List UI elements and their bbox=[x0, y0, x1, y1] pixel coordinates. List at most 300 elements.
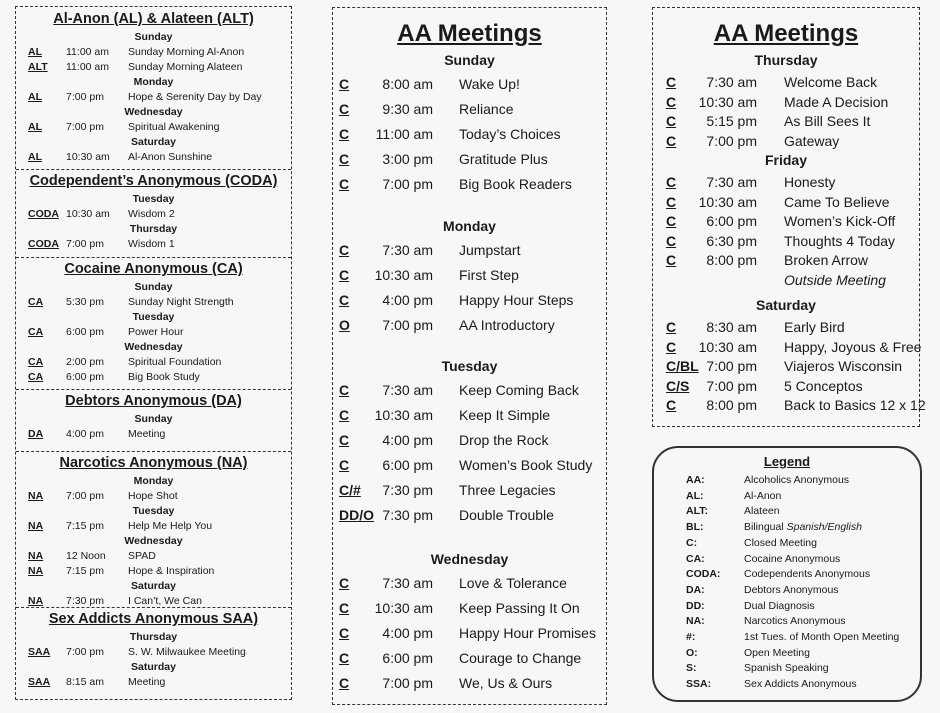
legend-description-text: Dual Diagnosis bbox=[744, 599, 815, 612]
meeting-row bbox=[333, 382, 606, 400]
day-heading: Thursday bbox=[129, 631, 178, 643]
section-title: Debtors Anonymous (DA) bbox=[65, 393, 242, 409]
meeting-name: Honesty bbox=[784, 174, 836, 190]
legend-description-text: Alateen bbox=[744, 505, 780, 518]
legend-description bbox=[744, 521, 862, 533]
meeting-row bbox=[16, 238, 291, 252]
meeting-row bbox=[16, 296, 291, 310]
legend-description-text: Narcotics Anonymous bbox=[744, 615, 846, 628]
day-heading: Tuesday bbox=[132, 311, 175, 323]
legend-abbreviation: #: bbox=[686, 631, 696, 643]
meeting-name: Wake Up! bbox=[459, 76, 520, 92]
day-heading: Thursday bbox=[754, 52, 818, 68]
meeting-name: I Can’t, We Can bbox=[128, 595, 202, 607]
meeting-name: Jumpstart bbox=[459, 242, 521, 258]
meeting-name: Sunday Morning Alateen bbox=[128, 61, 243, 73]
legend-description-text: Bilingual bbox=[744, 521, 787, 534]
meeting-time: 6:00 pm bbox=[382, 650, 433, 666]
meeting-name: Meeting bbox=[128, 676, 166, 688]
meeting-row bbox=[16, 371, 291, 385]
legend-entry bbox=[654, 662, 920, 676]
meeting-type-code: C bbox=[666, 93, 677, 110]
day-heading: Wednesday bbox=[124, 535, 183, 547]
meeting-name: Sunday Night Strength bbox=[128, 296, 234, 308]
meeting-row bbox=[653, 194, 919, 212]
day-heading: Friday bbox=[764, 152, 807, 168]
legend-abbreviation: C: bbox=[686, 536, 698, 549]
meeting-type-code: NA bbox=[28, 595, 44, 607]
meeting-type-code: NA bbox=[28, 490, 44, 502]
meeting-time: 10:30 am bbox=[374, 407, 433, 423]
meeting-name: AA Introductory bbox=[459, 317, 555, 333]
meeting-name: Viajeros Wisconsin bbox=[784, 358, 903, 374]
meeting-name: Gateway bbox=[784, 132, 840, 149]
legend-abbreviation: DA: bbox=[686, 583, 705, 596]
meeting-name: Meeting bbox=[128, 428, 166, 440]
meeting-time: 10:30 am bbox=[698, 193, 757, 210]
meeting-row bbox=[16, 550, 291, 564]
section-title: Narcotics Anonymous (NA) bbox=[59, 455, 248, 471]
meeting-type-code: C/# bbox=[339, 482, 361, 498]
legend-description bbox=[744, 600, 815, 612]
meeting-type-code: SAA bbox=[28, 646, 51, 658]
meeting-time: 7:30 am bbox=[706, 174, 757, 190]
legend-abbreviation: NA: bbox=[686, 615, 705, 628]
fellowship-section bbox=[16, 169, 291, 258]
legend-entry bbox=[654, 537, 920, 551]
meeting-name: Three Legacies bbox=[459, 482, 556, 498]
meeting-time: 7:30 am bbox=[382, 382, 433, 398]
meeting-name: Women’s Book Study bbox=[459, 457, 593, 473]
meeting-type-code: C bbox=[666, 252, 677, 268]
legend-description-text: Codependents Anonymous bbox=[744, 568, 871, 581]
day-heading: Thursday bbox=[129, 223, 178, 235]
day-heading: Saturday bbox=[131, 661, 176, 673]
meeting-row bbox=[653, 252, 919, 270]
meeting-type-code: NA bbox=[28, 550, 44, 562]
meeting-time: 4:00 pm bbox=[382, 432, 433, 448]
meeting-row bbox=[653, 174, 919, 192]
meeting-type-code: CODA bbox=[28, 208, 59, 220]
meeting-name: Hope & Inspiration bbox=[128, 565, 215, 577]
day-heading: Monday bbox=[133, 475, 174, 487]
legend-entry bbox=[654, 568, 920, 582]
meeting-row bbox=[333, 650, 606, 668]
meeting-row bbox=[333, 407, 606, 425]
section-title: Cocaine Anonymous (CA) bbox=[64, 261, 243, 277]
meeting-time: 8:00 am bbox=[382, 76, 433, 92]
day-heading: Tuesday bbox=[441, 358, 498, 374]
meeting-type-code: SAA bbox=[28, 676, 51, 688]
meeting-row bbox=[16, 208, 291, 222]
meeting-row bbox=[16, 61, 291, 75]
meeting-type-code: C bbox=[666, 113, 677, 129]
legend-description bbox=[744, 662, 829, 674]
legend-entry bbox=[654, 474, 920, 488]
meeting-time: 7:00 pm bbox=[66, 121, 104, 133]
meeting-time: 7:00 pm bbox=[66, 91, 104, 103]
meeting-row bbox=[16, 121, 291, 135]
legend-description-text: Spanish Speaking bbox=[744, 662, 829, 675]
meeting-row bbox=[333, 292, 606, 310]
legend-abbreviation: AA: bbox=[686, 474, 705, 486]
legend-description bbox=[744, 615, 846, 627]
legend-abbreviation: ALT: bbox=[686, 505, 708, 518]
meeting-type-code: AL bbox=[28, 91, 42, 103]
legend-description bbox=[744, 678, 857, 690]
meeting-name: Courage to Change bbox=[459, 650, 582, 666]
legend-description bbox=[744, 474, 849, 486]
meeting-type-code: AL bbox=[28, 121, 42, 133]
meeting-type-code: C bbox=[339, 575, 350, 591]
meeting-type-code: CA bbox=[28, 296, 44, 308]
meeting-row bbox=[653, 358, 919, 376]
meeting-row bbox=[653, 213, 919, 231]
meeting-type-code: C bbox=[666, 174, 677, 190]
day-heading: Sunday bbox=[444, 52, 495, 68]
meeting-time: 10:30 am bbox=[374, 267, 433, 283]
meeting-type-code: C bbox=[339, 151, 350, 167]
meeting-row bbox=[333, 575, 606, 593]
day-heading: Tuesday bbox=[132, 193, 175, 205]
meeting-name: Broken Arrow bbox=[784, 252, 869, 268]
meeting-time: 7:30 pm bbox=[382, 507, 433, 523]
meeting-time: 2:00 pm bbox=[66, 356, 104, 368]
meeting-name: Reliance bbox=[459, 101, 514, 117]
meeting-time: 10:30 am bbox=[374, 600, 433, 616]
meeting-type-code: C bbox=[666, 74, 677, 90]
meeting-row bbox=[16, 676, 291, 690]
meeting-type-code: C bbox=[666, 232, 677, 249]
legend-description bbox=[744, 568, 870, 580]
fellowship-section bbox=[16, 607, 291, 701]
meeting-time: 9:30 am bbox=[382, 101, 433, 117]
legend-description bbox=[744, 631, 899, 643]
meeting-type-code: C bbox=[339, 600, 350, 616]
meeting-name: Double Trouble bbox=[459, 507, 554, 523]
meeting-type-code: NA bbox=[28, 565, 44, 577]
section-title: Sex Addicts Anonymous SAA) bbox=[48, 611, 259, 627]
day-heading: Saturday bbox=[131, 136, 176, 148]
meeting-type-code: C bbox=[339, 650, 350, 666]
legend-description-italic: Spanish/English bbox=[786, 521, 862, 534]
meeting-time: 4:00 pm bbox=[66, 428, 104, 440]
meeting-row bbox=[16, 565, 291, 579]
meeting-type-code: CA bbox=[28, 371, 44, 383]
meeting-time: 7:00 pm bbox=[706, 132, 757, 149]
legend-entry bbox=[654, 521, 920, 535]
meeting-time: 10:30 am bbox=[66, 151, 110, 163]
meeting-row bbox=[653, 319, 919, 337]
meeting-type-code: ALT bbox=[28, 61, 48, 73]
meeting-row bbox=[333, 242, 606, 260]
meeting-type-code: AL bbox=[28, 46, 42, 58]
meeting-type-code: C bbox=[339, 625, 350, 641]
day-heading: Sunday bbox=[134, 281, 173, 293]
meeting-type-code: C/S bbox=[666, 377, 690, 394]
meeting-type-code: O bbox=[339, 317, 350, 333]
meeting-time: 4:00 pm bbox=[382, 625, 433, 641]
meeting-type-code: C bbox=[666, 193, 677, 210]
meeting-type-code: DD/O bbox=[339, 507, 374, 523]
meeting-row bbox=[653, 113, 919, 131]
meeting-name: Back to Basics 12 x 12 bbox=[784, 397, 926, 413]
meeting-row bbox=[653, 233, 919, 251]
meeting-time: 8:00 pm bbox=[706, 397, 757, 413]
meeting-time: 7:00 pm bbox=[382, 675, 433, 691]
meeting-time: 7:00 pm bbox=[382, 176, 433, 192]
meeting-time: 3:00 pm bbox=[382, 151, 433, 167]
legend-entry bbox=[654, 553, 920, 567]
meeting-row bbox=[333, 317, 606, 335]
section-title: Codependent’s Anonymous (CODA) bbox=[29, 173, 278, 189]
meeting-row bbox=[16, 520, 291, 534]
legend-description-text: Cocaine Anonymous bbox=[744, 552, 841, 565]
meeting-type-code: C bbox=[339, 76, 350, 92]
meeting-type-code: C bbox=[339, 267, 350, 283]
legend-description-text: Open Meeting bbox=[744, 646, 810, 659]
legend-title: Legend bbox=[763, 454, 811, 469]
meeting-row bbox=[333, 457, 606, 475]
legend-description-text: Sex Addicts Anonymous bbox=[744, 678, 857, 691]
meeting-row bbox=[16, 428, 291, 442]
meeting-name: Early Bird bbox=[784, 319, 845, 335]
legend-abbreviation: AL: bbox=[686, 489, 704, 502]
legend-entry bbox=[654, 584, 920, 598]
legend-description bbox=[744, 647, 810, 659]
fellowship-section bbox=[16, 389, 291, 452]
day-heading: Sunday bbox=[134, 31, 173, 43]
meeting-name: Love & Tolerance bbox=[459, 575, 567, 591]
meeting-name: Hope & Serenity Day by Day bbox=[128, 91, 262, 103]
meeting-type-code: C bbox=[339, 292, 350, 308]
meeting-time: 7:00 pm bbox=[382, 317, 433, 333]
meeting-row bbox=[16, 356, 291, 370]
legend-entry bbox=[654, 505, 920, 519]
meeting-name: Happy Hour Steps bbox=[459, 292, 574, 308]
meeting-time: 4:00 pm bbox=[382, 292, 433, 308]
meeting-name: Keep Passing It On bbox=[459, 600, 580, 616]
meeting-time: 8:15 am bbox=[66, 676, 104, 688]
meeting-name: Women’s Kick-Off bbox=[784, 213, 896, 229]
meeting-row bbox=[653, 338, 922, 357]
meeting-name: Keep Coming Back bbox=[459, 382, 579, 398]
meeting-type-code: CA bbox=[28, 326, 44, 338]
meeting-type-code: C bbox=[339, 432, 350, 448]
legend-abbreviation: DD: bbox=[686, 599, 705, 612]
meeting-time: 7:00 pm bbox=[706, 358, 757, 374]
legend-description bbox=[744, 537, 817, 549]
meeting-row bbox=[16, 151, 291, 165]
meeting-name: Today’s Choices bbox=[459, 126, 561, 142]
legend-box bbox=[652, 446, 922, 702]
meeting-time: 11:00 am bbox=[375, 126, 433, 142]
meeting-note: Outside Meeting bbox=[784, 271, 886, 288]
day-heading: Monday bbox=[133, 76, 174, 88]
meeting-name: Gratitude Plus bbox=[459, 151, 548, 167]
day-heading: Wednesday bbox=[124, 106, 183, 118]
meeting-time: 8:00 pm bbox=[706, 252, 757, 268]
meeting-name: Big Book Readers bbox=[459, 176, 572, 192]
meeting-time: 8:30 am bbox=[706, 319, 757, 335]
other-fellowships-panel bbox=[15, 6, 292, 700]
meeting-name: Help Me Help You bbox=[128, 520, 213, 532]
meeting-type-code: C bbox=[339, 101, 350, 117]
meeting-type-code: C bbox=[339, 407, 350, 423]
meeting-name: Spiritual Foundation bbox=[128, 356, 222, 368]
meeting-row bbox=[653, 397, 926, 415]
meeting-row bbox=[333, 151, 606, 169]
meeting-time: 7:30 pm bbox=[382, 482, 433, 498]
meeting-name: Sunday Morning Al-Anon bbox=[128, 46, 245, 58]
legend-abbreviation: S: bbox=[686, 662, 697, 675]
meeting-time: 6:30 pm bbox=[706, 232, 757, 249]
aa-meetings-panel-1 bbox=[332, 7, 607, 705]
legend-entry bbox=[654, 600, 920, 614]
meeting-name: Power Hour bbox=[128, 326, 184, 338]
meeting-time: 6:00 pm bbox=[706, 213, 757, 229]
meeting-row bbox=[333, 101, 606, 119]
meeting-type-code: CA bbox=[28, 356, 44, 368]
legend-abbreviation: SSA: bbox=[686, 678, 712, 691]
legend-description-text: Closed Meeting bbox=[744, 536, 817, 549]
meeting-type-code: C bbox=[666, 319, 677, 335]
fellowship-section bbox=[16, 451, 291, 608]
meeting-time: 7:30 am bbox=[382, 242, 433, 258]
legend-abbreviation: BL: bbox=[686, 521, 704, 534]
meeting-row bbox=[16, 326, 291, 340]
meeting-row bbox=[333, 625, 606, 643]
meeting-time: 5:30 pm bbox=[66, 296, 104, 308]
meeting-name: First Step bbox=[459, 267, 519, 283]
section-title: Al-Anon (AL) & Alateen (ALT) bbox=[53, 11, 254, 27]
meeting-name: Made A Decision bbox=[784, 93, 889, 110]
meeting-name: As Bill Sees It bbox=[784, 113, 871, 129]
aa-meetings-panel-2 bbox=[652, 7, 926, 427]
meeting-row bbox=[333, 600, 606, 618]
legend-description bbox=[744, 490, 781, 502]
legend-description-text: Al-Anon bbox=[744, 489, 782, 502]
meeting-time: 10:30 am bbox=[698, 93, 757, 110]
meeting-row bbox=[333, 126, 606, 144]
meeting-type-code: C bbox=[339, 176, 350, 192]
meeting-row bbox=[16, 91, 291, 105]
meeting-name: Came To Believe bbox=[784, 193, 890, 210]
meeting-type-code: C bbox=[666, 397, 677, 413]
legend-entry bbox=[654, 631, 920, 645]
meeting-time: 7:30 pm bbox=[66, 595, 104, 607]
meeting-type-code: DA bbox=[28, 428, 44, 440]
meeting-name: Thoughts 4 Today bbox=[784, 232, 896, 249]
meeting-row bbox=[653, 378, 919, 396]
meeting-type-code: C bbox=[666, 338, 677, 355]
day-heading: Tuesday bbox=[132, 505, 175, 517]
panel-title: AA Meetings bbox=[397, 20, 542, 47]
meeting-type-code: C bbox=[666, 213, 677, 229]
meeting-time: 7:15 pm bbox=[66, 565, 104, 577]
meeting-time: 6:00 pm bbox=[66, 326, 104, 338]
day-heading: Sunday bbox=[134, 413, 173, 425]
meeting-name: Welcome Back bbox=[784, 74, 878, 90]
meeting-type-code: C bbox=[339, 457, 350, 473]
meeting-row bbox=[333, 482, 606, 500]
meeting-time: 12 Noon bbox=[66, 550, 106, 562]
fellowship-section bbox=[16, 257, 291, 390]
meeting-name: S. W. Milwaukee Meeting bbox=[128, 646, 246, 658]
meeting-type-code: NA bbox=[28, 520, 44, 532]
meeting-time: 7:00 pm bbox=[66, 490, 104, 502]
meeting-time: 10:30 am bbox=[66, 208, 110, 220]
meeting-row bbox=[16, 646, 291, 660]
legend-description bbox=[744, 505, 780, 517]
meeting-time: 7:15 pm bbox=[66, 520, 104, 532]
meeting-time: 11:00 am bbox=[66, 46, 109, 58]
meeting-name: Happy, Joyous & Free bbox=[784, 338, 922, 355]
meeting-time: 7:00 pm bbox=[66, 646, 104, 658]
meeting-row bbox=[333, 267, 606, 285]
legend-abbreviation: CA: bbox=[686, 552, 705, 565]
legend-entry bbox=[654, 615, 920, 629]
meeting-name: Al-Anon Sunshine bbox=[128, 151, 213, 163]
legend-description-text: Alcoholics Anonymous bbox=[744, 474, 850, 486]
day-heading: Saturday bbox=[131, 580, 176, 592]
meeting-row bbox=[333, 76, 606, 94]
day-heading: Saturday bbox=[756, 297, 816, 313]
meeting-time: 7:00 pm bbox=[66, 238, 104, 250]
legend-entry bbox=[654, 678, 920, 692]
meeting-row bbox=[333, 675, 606, 693]
fellowship-section bbox=[16, 7, 291, 170]
meeting-time: 11:00 am bbox=[66, 61, 109, 73]
meeting-time: 7:30 am bbox=[706, 74, 757, 90]
meeting-name: Drop the Rock bbox=[459, 432, 549, 448]
meeting-row bbox=[653, 74, 919, 92]
meeting-name: We, Us & Ours bbox=[459, 675, 553, 691]
day-heading: Wednesday bbox=[430, 551, 509, 567]
legend-entry bbox=[654, 490, 920, 504]
legend-description-text: Debtors Anonymous bbox=[744, 583, 839, 596]
panel-title: AA Meetings bbox=[713, 20, 859, 47]
legend-description bbox=[744, 553, 840, 565]
meeting-type-code: CODA bbox=[28, 238, 59, 250]
meeting-type-code: AL bbox=[28, 151, 42, 163]
meeting-time: 10:30 am bbox=[698, 338, 757, 355]
meeting-time: 7:00 pm bbox=[706, 377, 757, 394]
meeting-name: Spiritual Awakening bbox=[128, 121, 220, 133]
legend-description-text: 1st Tues. of Month Open Meeting bbox=[744, 631, 900, 643]
meeting-row bbox=[333, 176, 606, 194]
meeting-row bbox=[653, 94, 919, 112]
meeting-type-code: C bbox=[339, 675, 350, 691]
meeting-row bbox=[333, 507, 606, 525]
meeting-type-code: C bbox=[339, 382, 350, 398]
meeting-name: Wisdom 1 bbox=[128, 238, 175, 250]
meeting-time: 6:00 pm bbox=[382, 457, 433, 473]
legend-entry bbox=[654, 647, 920, 661]
meeting-time: 7:30 am bbox=[382, 575, 433, 591]
meeting-time: 5:15 pm bbox=[706, 113, 757, 129]
day-heading: Wednesday bbox=[124, 341, 183, 353]
legend-abbreviation: O: bbox=[686, 646, 698, 659]
meeting-row bbox=[333, 432, 606, 450]
meeting-name: 5 Conceptos bbox=[784, 377, 863, 394]
meeting-name: Wisdom 2 bbox=[128, 208, 175, 220]
meeting-row bbox=[16, 46, 291, 60]
legend-description bbox=[744, 584, 839, 596]
meeting-name: Hope Shot bbox=[128, 490, 178, 502]
meeting-name: Keep It Simple bbox=[459, 407, 551, 423]
meeting-type-code: C bbox=[339, 242, 350, 258]
